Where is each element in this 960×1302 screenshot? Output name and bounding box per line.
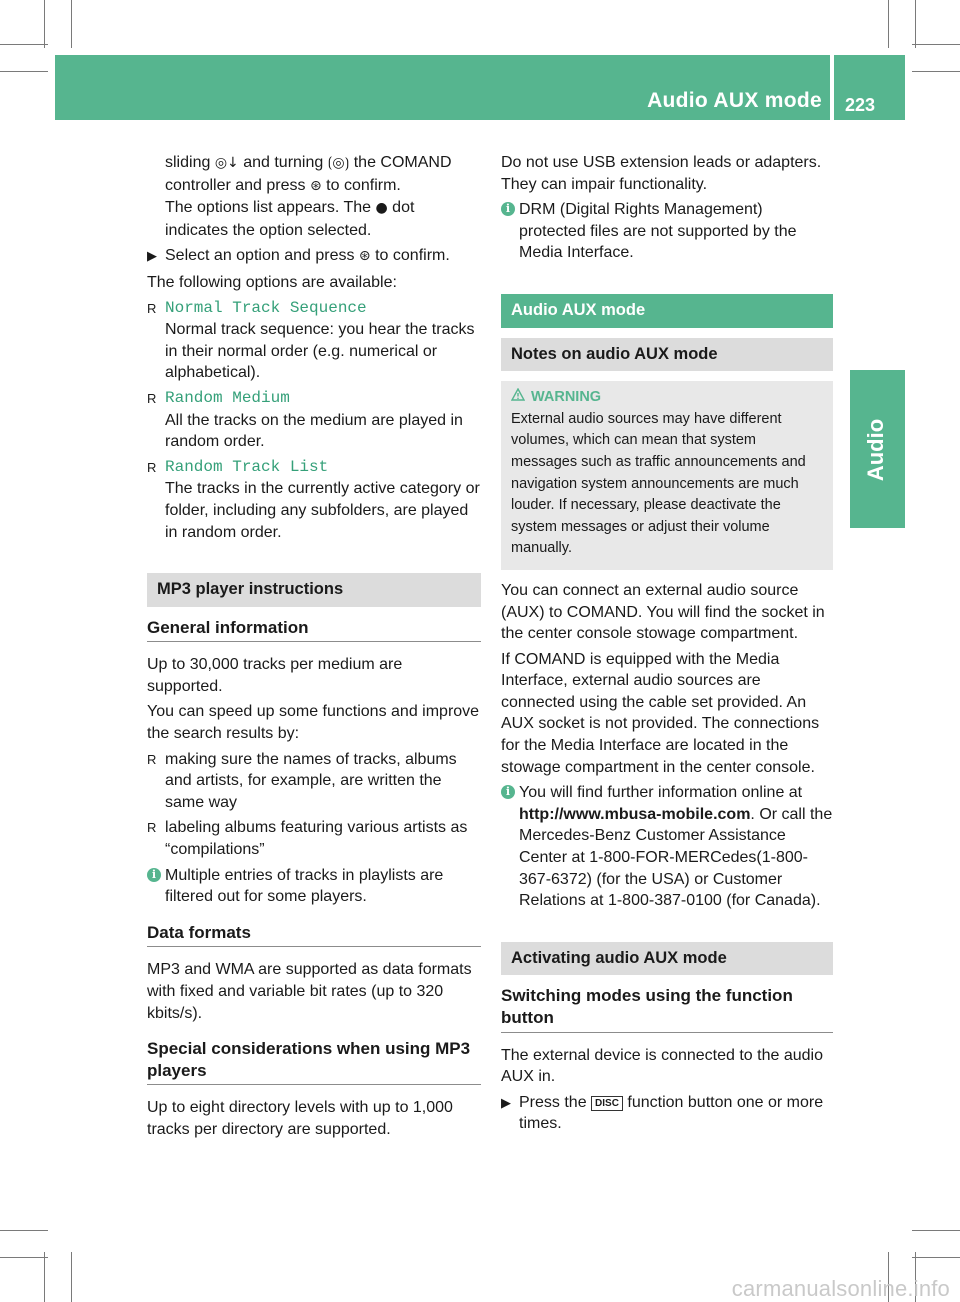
bullet-icon: R [147, 300, 157, 316]
info-note: i You will find further information online at http://www.mbusa-mobile.com. Or call the Mercedes-Benz Customer Assistance Center at 1-800-FOR-MERCedes(1-800-367-6372) (for the USA) or Customer Relations at 1-800-387-0100 (for Canada). [501, 782, 833, 912]
heading-general-information: General information [147, 617, 481, 643]
general-paragraph: You can speed up some functions and improve the search results by: [147, 703, 480, 743]
press-icon: ⊛ [309, 177, 322, 194]
dot-icon: ● [375, 200, 388, 217]
general-paragraph: Up to 30,000 tracks per medium are supported. [147, 656, 403, 695]
slide-down-icon: ◎↓ [214, 155, 239, 171]
press-icon: ⊛ [358, 248, 371, 265]
info-icon: i [501, 202, 515, 216]
left-column [147, 152, 481, 1145]
watermark: carmanualsonline.info [731, 1276, 950, 1302]
step-select-option: ▶ Select an option and press ⊛ to confirm. [147, 245, 481, 268]
crop-mark [912, 71, 960, 72]
section-activating-aux: Activating audio AUX mode [501, 942, 833, 976]
option-description: The tracks in the currently active category or folder, including any subfolders, are played in random order. [165, 480, 480, 541]
page-number: 223 [845, 95, 876, 115]
side-tab-label: Audio [863, 418, 889, 482]
options-intro: The following options are available: [147, 273, 397, 291]
heading-special-considerations: Special considerations when using MP3 players [147, 1038, 481, 1085]
warning-box [501, 381, 833, 570]
crop-mark [912, 1257, 960, 1258]
bullet-icon: R [147, 459, 157, 475]
usb-paragraph: Do not use USB extension leads or adapters. They can impair functionality. [501, 154, 822, 193]
connect-paragraph: You can connect an external audio source (AUX) to COMAND. You will find the socket in the center console stowage compartment. [501, 581, 825, 643]
list-item [147, 457, 481, 543]
crop-mark [0, 71, 48, 72]
list-item: R labeling albums featuring various artists as “compilations” [147, 819, 468, 859]
bullet-icon: R [147, 390, 157, 406]
crop-mark [44, 1252, 45, 1302]
right-column [501, 152, 833, 1139]
page-title: Audio AUX mode [647, 89, 822, 112]
list-item [147, 298, 481, 384]
section-mp3-player: MP3 player instructions [147, 573, 481, 607]
section-audio-aux-mode: Audio AUX mode [501, 294, 833, 328]
option-title: Random Medium [165, 388, 290, 407]
info-note: i Multiple entries of tracks in playlists are filtered out for some players. [147, 865, 481, 908]
option-description: Normal track sequence: you hear the tracks in their normal order (e.g. numerical or alphabetical). [165, 321, 475, 382]
turn-controller-icon: ⟮◎⟯ [327, 155, 350, 171]
crop-mark [915, 0, 916, 48]
bullet-icon: R [147, 751, 157, 767]
step-arrow-icon: ▶ [501, 1094, 511, 1110]
crop-mark [912, 1230, 960, 1231]
warning-text: External audio sources may have different volumes, which can mean that system messages such as traffic announcements and navigation system announcements are much louder. If necessary, please deactivate the system messages or adjust their volume manually. [511, 410, 806, 557]
info-icon: i [501, 785, 515, 799]
crop-mark [0, 1230, 48, 1231]
intro-paragraph: sliding ◎↓ and turning ⟮◎⟯ the COMAND controller and press ⊛ to confirm. The options list appears. The ● dot indicates the option selected. [165, 154, 452, 239]
option-title: Normal Track Sequence [165, 298, 367, 317]
heading-switching-modes: Switching modes using the function button [501, 985, 833, 1032]
disc-button-icon: DISC [591, 1096, 623, 1111]
warning-title: WARNING [511, 387, 825, 409]
heading-data-formats: Data formats [147, 922, 481, 948]
crop-mark [888, 0, 889, 48]
bullet-icon: R [147, 820, 157, 836]
step-arrow-icon: ▶ [147, 248, 157, 264]
crop-mark [0, 1257, 48, 1258]
special-paragraph: Up to eight directory levels with up to 1,000 tracks per directory are supported. [147, 1099, 453, 1138]
crop-mark [912, 44, 960, 45]
data-formats-paragraph: MP3 and WMA are supported as data formats with fixed and variable bit rates (up to 320 kbits/s). [147, 961, 472, 1022]
crop-mark [0, 44, 48, 45]
warning-icon [511, 387, 525, 409]
connected-paragraph: The external device is connected to the audio AUX in. [501, 1046, 823, 1086]
option-description: All the tracks on the medium are played in random order. [165, 411, 463, 451]
option-title: Random Track List [165, 457, 329, 476]
crop-mark [71, 1252, 72, 1302]
info-note: i DRM (Digital Rights Management) protected files are not supported by the Media Interface. [501, 199, 833, 264]
crop-mark [44, 0, 45, 48]
section-notes-aux: Notes on audio AUX mode [501, 338, 833, 372]
crop-mark [71, 0, 72, 48]
step-press-disc: ▶ Press the DISC function button one or more times. [501, 1093, 824, 1133]
list-item [147, 388, 481, 453]
list-item: R making sure the names of tracks, albums and artists, for example, are written the same way [147, 750, 457, 811]
info-icon: i [147, 868, 161, 882]
online-url-link[interactable]: http://www.mbusa-mobile.com [519, 805, 751, 823]
media-paragraph: If COMAND is equipped with the Media Interface, external audio sources are connected using the cable set provided. An AUX socket is not provided. The connections for the Media Interface are located in the stowage compartment in the center console. [501, 650, 820, 776]
